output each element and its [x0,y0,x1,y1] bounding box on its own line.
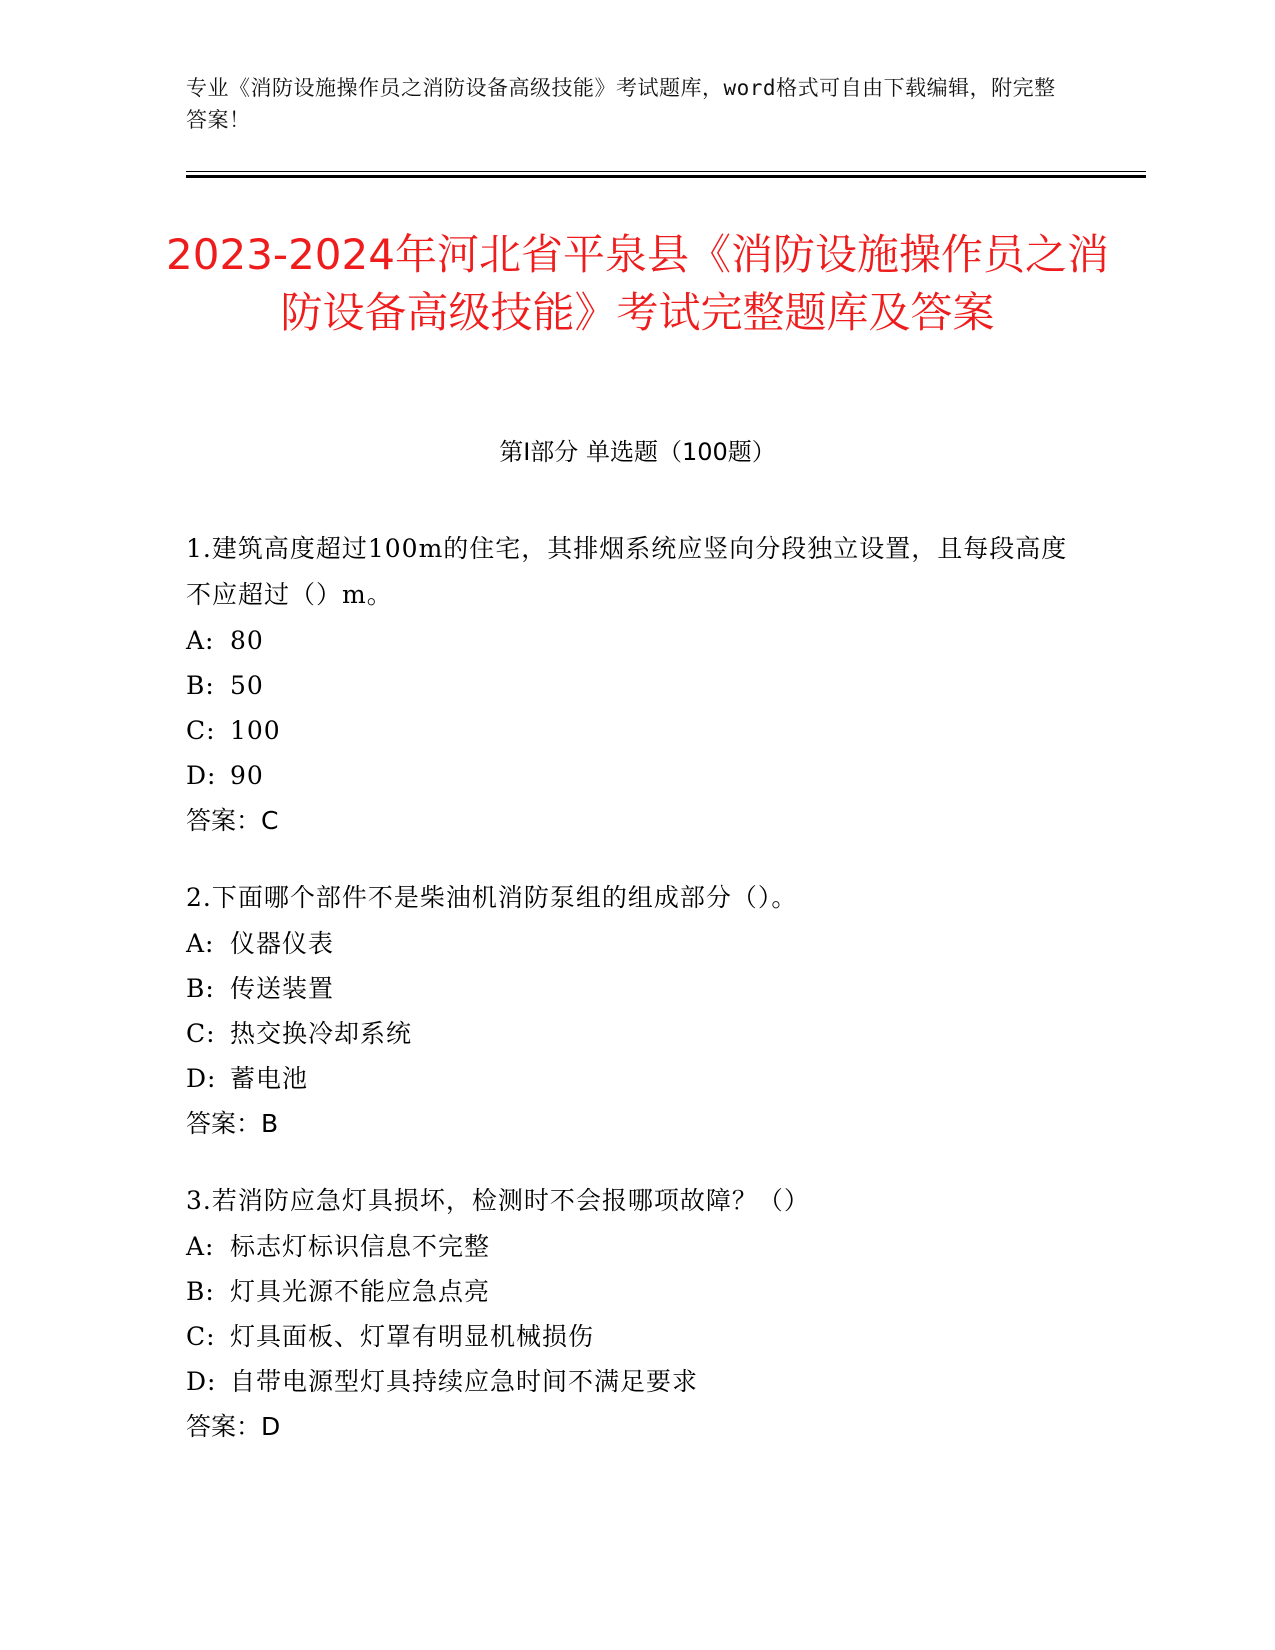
option-text: 100 [230,716,281,745]
question-2 [186,875,1076,1146]
option-key: C: [186,1322,216,1351]
option-text: 灯具光源不能应急点亮 [230,1277,491,1306]
section-title: 第Ⅰ部分 单选题（100题） [499,438,776,466]
option-b [186,966,1076,1011]
option-key: D: [186,761,217,790]
option-key: B: [186,671,215,700]
answer: 答案：D [186,1412,281,1441]
option-text: 热交换冷却系统 [230,1019,413,1048]
option-text: 传送装置 [230,974,335,1003]
option-b [186,663,1076,708]
option-c [186,708,1076,753]
option-text: 灯具面板、灯罩有明显机械损伤 [230,1322,595,1351]
option-key: B: [186,974,215,1003]
option-text: 仪器仪表 [230,929,335,958]
option-text: 自带电源型灯具持续应急时间不满足要求 [230,1367,699,1396]
option-key: A: [186,929,215,958]
option-c [186,1011,1076,1056]
option-text: 蓄电池 [230,1064,309,1093]
question-3 [186,1178,1076,1449]
question-stem: 1.建筑高度超过100m的住宅，其排烟系统应竖向分段独立设置，且每段高度不应超过（）m。 [186,534,1068,609]
question-stem: 2.下面哪个部件不是柴油机消防泵组的组成部分（）。 [186,883,798,912]
header-divider-thick [186,175,1146,178]
option-text: 标志灯标识信息不完整 [230,1232,491,1261]
option-c [186,1314,1076,1359]
option-a [186,618,1076,663]
header-note: 专业《消防设施操作员之消防设备高级技能》考试题库，word格式可自由下载编辑，附完整答案！ [186,76,1056,132]
option-d [186,753,1076,798]
option-key: D: [186,1064,217,1093]
option-key: B: [186,1277,215,1306]
option-key: C: [186,1019,216,1048]
option-a [186,1224,1076,1269]
option-text: 80 [230,626,264,655]
option-text: 90 [230,761,264,790]
option-key: C: [186,716,216,745]
option-a [186,921,1076,966]
question-1 [186,526,1076,843]
document-title: 2023-2024年河北省平泉县《消防设施操作员之消防设备高级技能》考试完整题库及答案 [166,230,1109,337]
option-d [186,1359,1076,1404]
option-b [186,1269,1076,1314]
option-text: 50 [230,671,264,700]
option-key: D: [186,1367,217,1396]
option-key: A: [186,626,215,655]
option-key: A: [186,1232,215,1261]
question-list [186,526,1076,1481]
header-divider-thin [186,171,1146,172]
question-stem: 3.若消防应急灯具损坏，检测时不会报哪项故障？（） [186,1186,810,1215]
option-d [186,1056,1076,1101]
answer: 答案：C [186,806,279,835]
answer: 答案：B [186,1109,279,1138]
